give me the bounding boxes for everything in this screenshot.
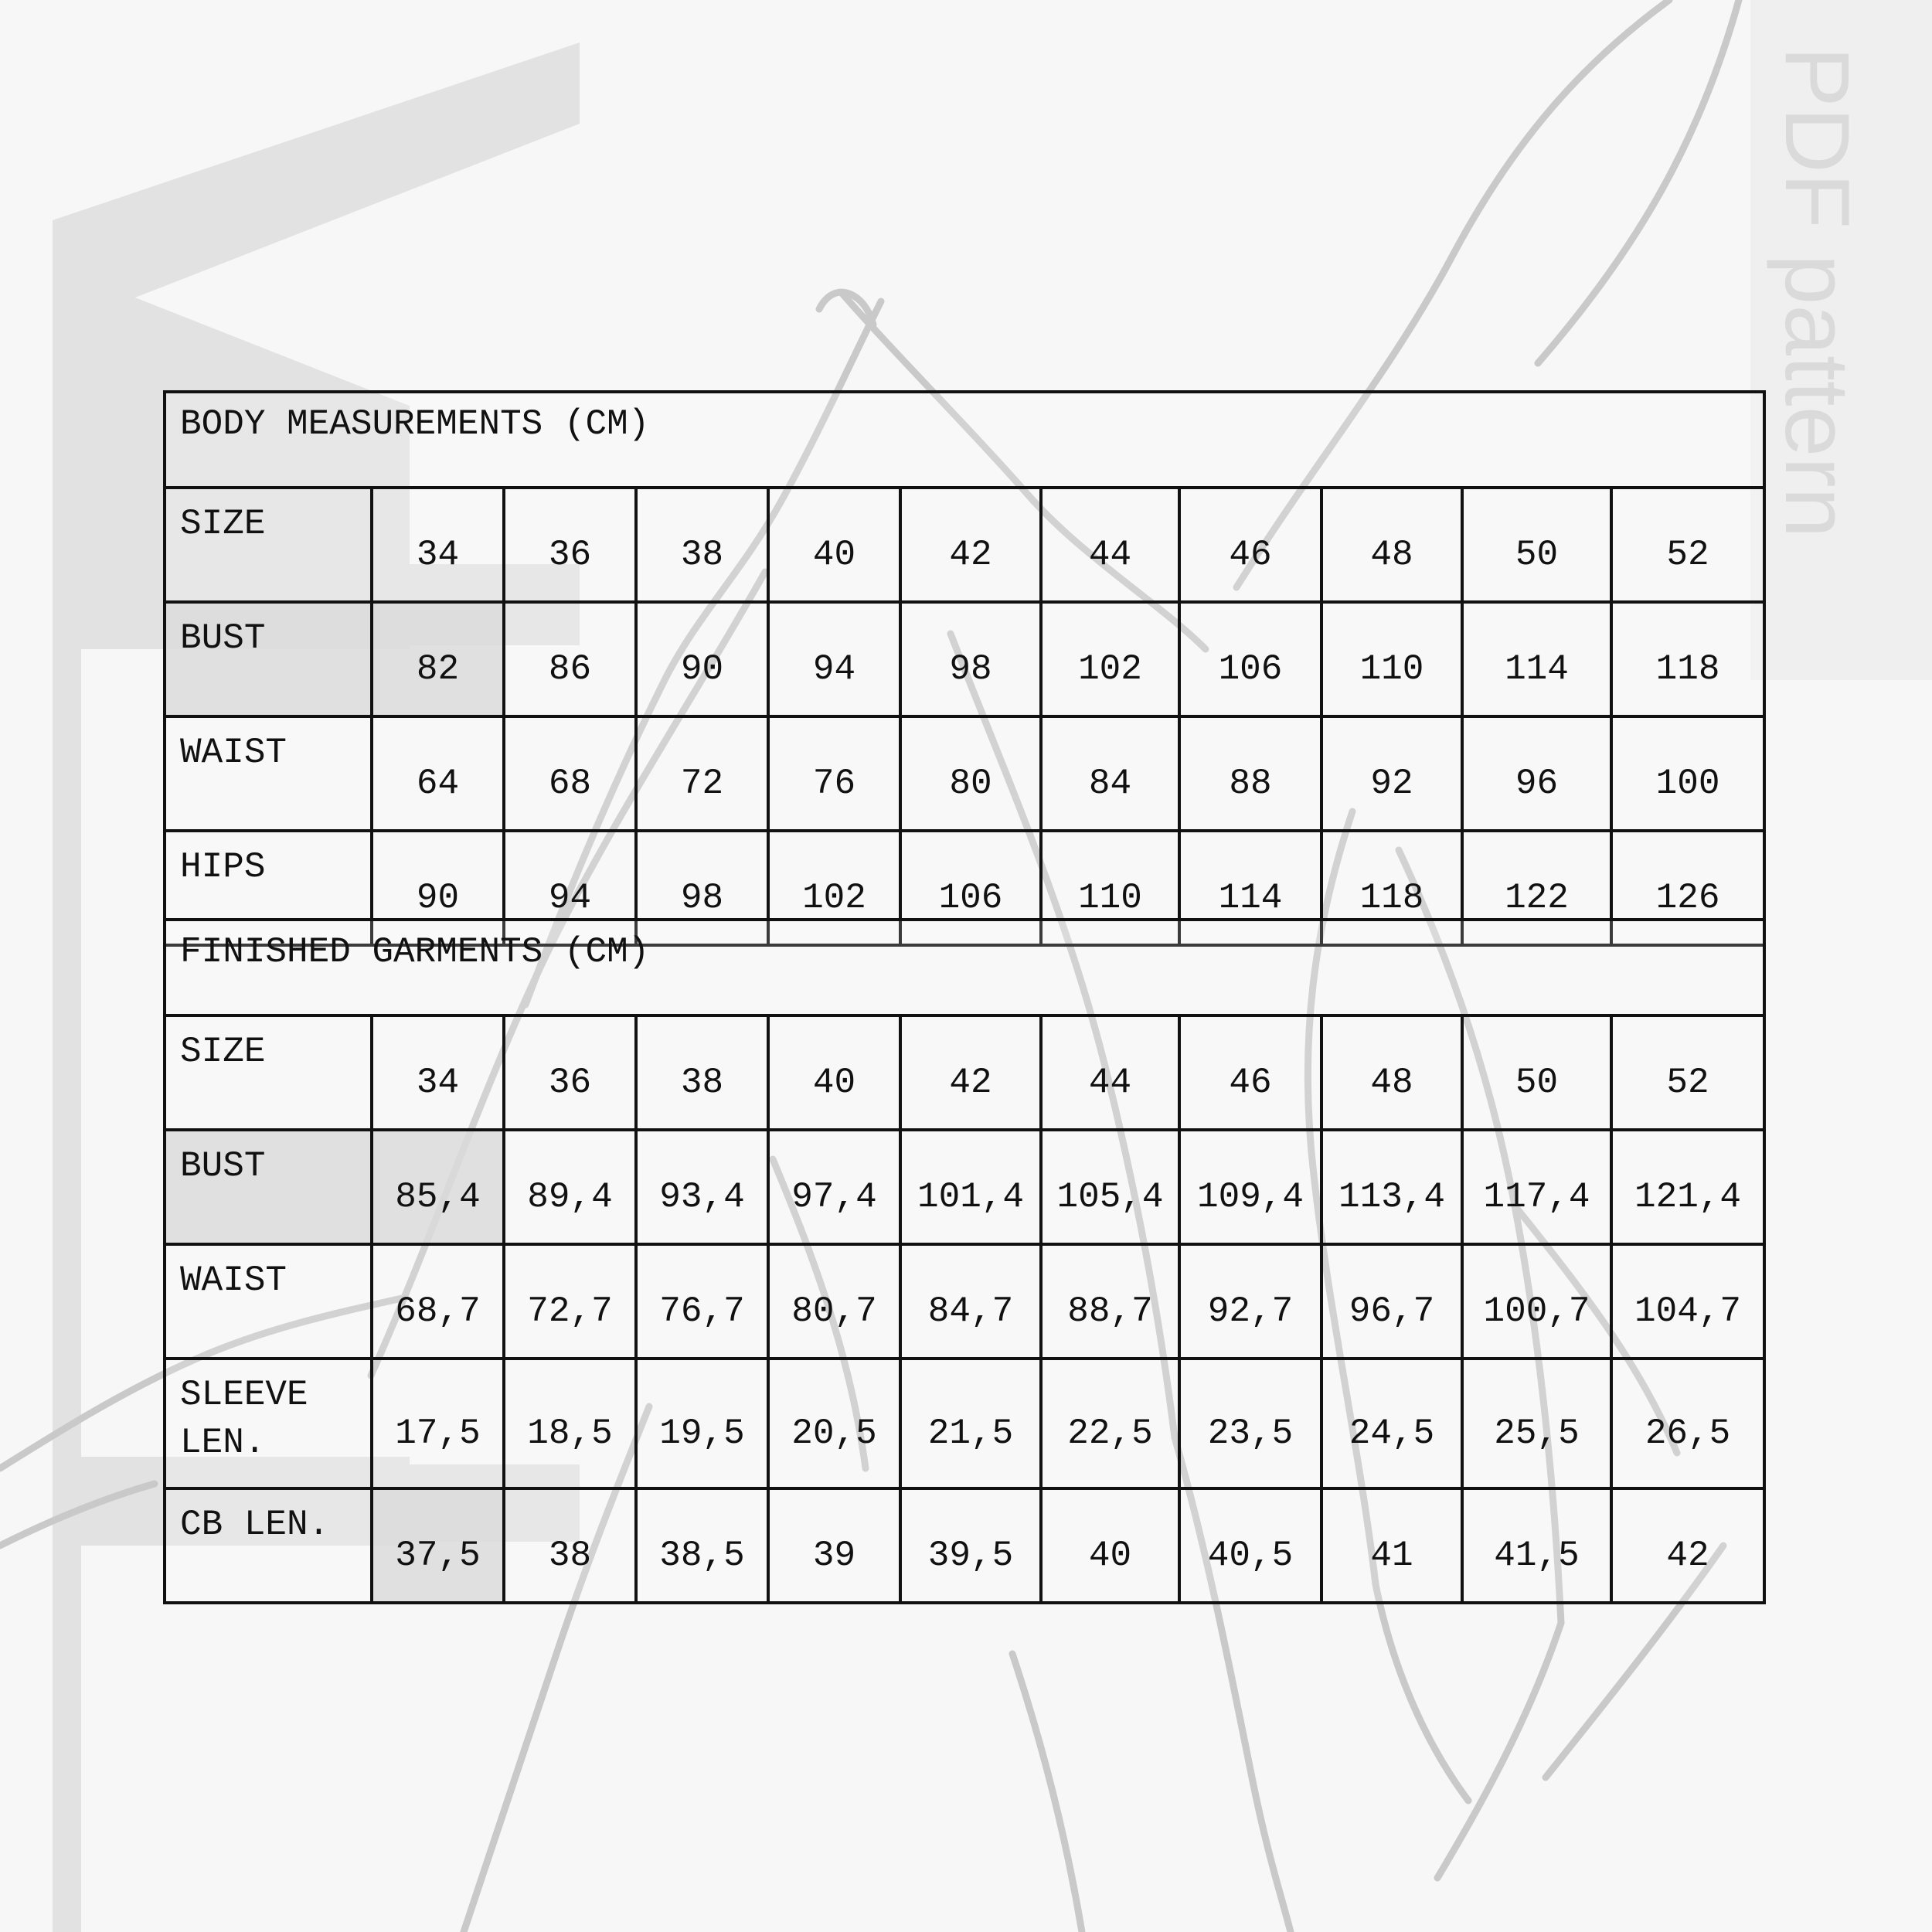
table-cell: 126 — [1611, 831, 1764, 945]
table-cell: 19,5 — [636, 1359, 768, 1488]
table-cell: 34 — [372, 488, 504, 602]
row-label: SIZE — [165, 1015, 372, 1130]
table-cell: 25,5 — [1462, 1359, 1611, 1488]
table-row — [165, 1359, 1764, 1488]
table-cell: 80 — [900, 716, 1041, 831]
table-cell: 68 — [504, 716, 636, 831]
table-cell: 114 — [1462, 602, 1611, 716]
table-cell: 44 — [1041, 1015, 1179, 1130]
table-cell: 85,4 — [372, 1130, 504, 1244]
table-cell: 40 — [1041, 1488, 1179, 1603]
table-cell: 84 — [1041, 716, 1179, 831]
table-cell: 26,5 — [1611, 1359, 1764, 1488]
table-cell: 88,7 — [1041, 1244, 1179, 1359]
pdf-pattern-label: PDF pattern — [1766, 46, 1868, 539]
table-cell: 22,5 — [1041, 1359, 1179, 1488]
table-cell: 82 — [372, 602, 504, 716]
table-cell: 52 — [1611, 1015, 1764, 1130]
table-cell: 50 — [1462, 1015, 1611, 1130]
table-cell: 68,7 — [372, 1244, 504, 1359]
table-cell: 48 — [1321, 1015, 1462, 1130]
table-cell: 96 — [1462, 716, 1611, 831]
table-cell: 50 — [1462, 488, 1611, 602]
row-label: CB LEN. — [165, 1488, 372, 1603]
table-cell: 37,5 — [372, 1488, 504, 1603]
table-row — [165, 1244, 1764, 1359]
table-cell: 48 — [1321, 488, 1462, 602]
table-cell: 80,7 — [768, 1244, 900, 1359]
table-cell: 76,7 — [636, 1244, 768, 1359]
body-measurements-table — [163, 390, 1766, 947]
table-cell: 110 — [1321, 602, 1462, 716]
table-cell: 64 — [372, 716, 504, 831]
table-cell: 89,4 — [504, 1130, 636, 1244]
table-cell: 97,4 — [768, 1130, 900, 1244]
table-row — [165, 1488, 1764, 1603]
table-cell: 42 — [1611, 1488, 1764, 1603]
table-cell: 38 — [504, 1488, 636, 1603]
table-cell: 92,7 — [1179, 1244, 1321, 1359]
table-cell: 102 — [768, 831, 900, 945]
table-title: FINISHED GARMENTS (CM) — [165, 920, 1764, 1015]
table-cell: 118 — [1321, 831, 1462, 945]
table-cell: 106 — [1179, 602, 1321, 716]
table-cell: 114 — [1179, 831, 1321, 945]
table-cell: 96,7 — [1321, 1244, 1462, 1359]
table-cell: 18,5 — [504, 1359, 636, 1488]
table-cell: 104,7 — [1611, 1244, 1764, 1359]
table-cell: 100,7 — [1462, 1244, 1611, 1359]
table-row — [165, 1015, 1764, 1130]
table-cell: 105,4 — [1041, 1130, 1179, 1244]
table-cell: 23,5 — [1179, 1359, 1321, 1488]
table-cell: 121,4 — [1611, 1130, 1764, 1244]
table-cell: 109,4 — [1179, 1130, 1321, 1244]
table-cell: 42 — [900, 1015, 1041, 1130]
table-cell: 94 — [768, 602, 900, 716]
table-cell: 110 — [1041, 831, 1179, 945]
table-cell: 98 — [636, 831, 768, 945]
table-cell: 20,5 — [768, 1359, 900, 1488]
table-cell: 38 — [636, 1015, 768, 1130]
table-title: BODY MEASUREMENTS (CM) — [165, 392, 1764, 488]
table-cell: 92 — [1321, 716, 1462, 831]
table-cell: 118 — [1611, 602, 1764, 716]
table-cell: 21,5 — [900, 1359, 1041, 1488]
table-cell: 34 — [372, 1015, 504, 1130]
row-label: WAIST — [165, 1244, 372, 1359]
table-cell: 101,4 — [900, 1130, 1041, 1244]
table-cell: 39,5 — [900, 1488, 1041, 1603]
row-label: SIZE — [165, 488, 372, 602]
table-row — [165, 488, 1764, 602]
table-cell: 40 — [768, 1015, 900, 1130]
finished-garments-table — [163, 918, 1766, 1604]
table-cell: 24,5 — [1321, 1359, 1462, 1488]
table-cell: 93,4 — [636, 1130, 768, 1244]
table-cell: 52 — [1611, 488, 1764, 602]
row-label-line: SLEEVE — [180, 1375, 308, 1415]
table-cell: 41 — [1321, 1488, 1462, 1603]
table-cell: 44 — [1041, 488, 1179, 602]
row-label — [165, 1359, 372, 1488]
table-cell: 88 — [1179, 716, 1321, 831]
table-cell: 106 — [900, 831, 1041, 945]
row-label: HIPS — [165, 831, 372, 945]
row-label-line: LEN. — [180, 1423, 266, 1464]
table-cell: 86 — [504, 602, 636, 716]
row-label: BUST — [165, 602, 372, 716]
table-row — [165, 602, 1764, 716]
table-cell: 117,4 — [1462, 1130, 1611, 1244]
table-cell: 38,5 — [636, 1488, 768, 1603]
row-label: WAIST — [165, 716, 372, 831]
table-cell: 102 — [1041, 602, 1179, 716]
table-cell: 40,5 — [1179, 1488, 1321, 1603]
table-cell: 41,5 — [1462, 1488, 1611, 1603]
table-cell: 90 — [636, 602, 768, 716]
table-cell: 72,7 — [504, 1244, 636, 1359]
table-cell: 42 — [900, 488, 1041, 602]
table-cell: 17,5 — [372, 1359, 504, 1488]
table-cell: 84,7 — [900, 1244, 1041, 1359]
table-cell: 46 — [1179, 1015, 1321, 1130]
table-cell: 36 — [504, 1015, 636, 1130]
table-cell: 39 — [768, 1488, 900, 1603]
table-cell: 46 — [1179, 488, 1321, 602]
table-row — [165, 1130, 1764, 1244]
table-cell: 122 — [1462, 831, 1611, 945]
table-cell: 76 — [768, 716, 900, 831]
table-cell: 100 — [1611, 716, 1764, 831]
table-cell: 72 — [636, 716, 768, 831]
table-cell: 36 — [504, 488, 636, 602]
row-label: BUST — [165, 1130, 372, 1244]
table-cell: 40 — [768, 488, 900, 602]
table-cell: 38 — [636, 488, 768, 602]
table-cell: 113,4 — [1321, 1130, 1462, 1244]
table-cell: 98 — [900, 602, 1041, 716]
table-cell: 90 — [372, 831, 504, 945]
table-row — [165, 716, 1764, 831]
table-cell: 94 — [504, 831, 636, 945]
